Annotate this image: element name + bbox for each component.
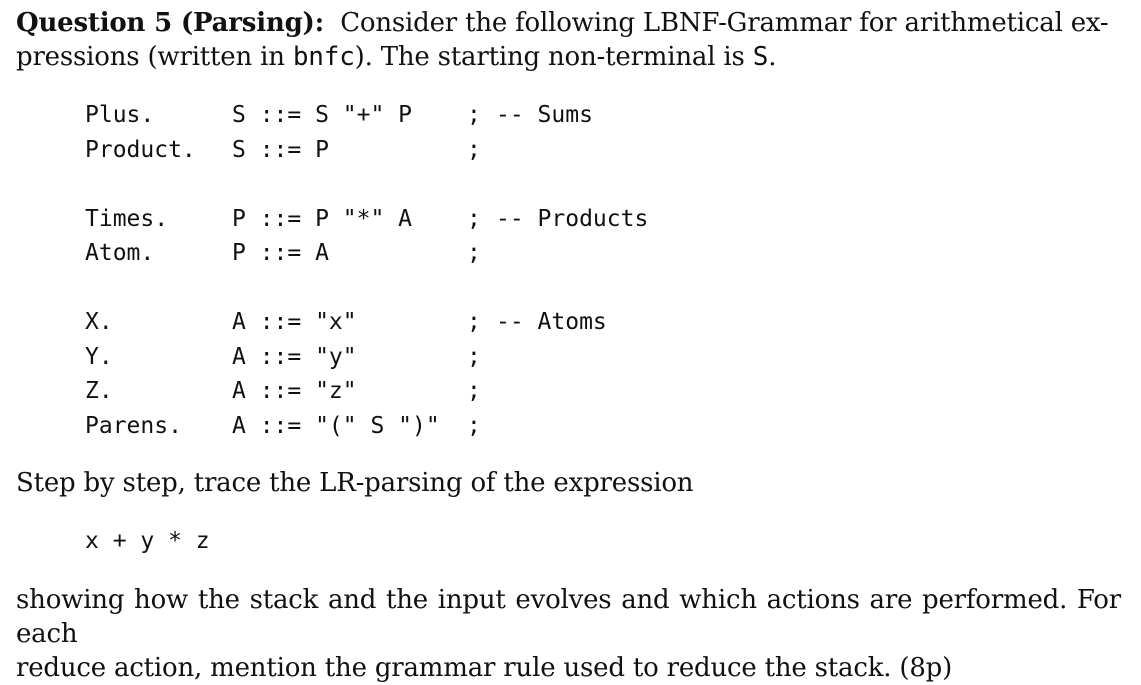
- intro-text-2c: .: [768, 42, 777, 72]
- rule-production: P ::= P "*" A: [232, 205, 413, 232]
- rule-label: Product.: [85, 136, 196, 163]
- bnfc-code: bnfc: [292, 42, 355, 72]
- closing-paragraph: [16, 583, 1121, 685]
- intro-text-2a: pressions (written in: [16, 42, 293, 72]
- rule-comment: -- Sums: [496, 102, 593, 128]
- rule-label: Y.: [85, 343, 113, 370]
- rule-label: Plus.: [85, 102, 155, 128]
- intro-line-1: [16, 6, 1121, 40]
- rule-production: A ::= "(" S ")": [232, 412, 440, 439]
- closing-line-2: reduce action, mention the grammar rule used to reduce the stack. (8p): [16, 653, 953, 683]
- rule-label: X.: [85, 309, 113, 335]
- rule-comment: -- Products: [496, 205, 649, 232]
- rule-terminator: ;: [467, 240, 481, 266]
- rule-production: A ::= "y": [232, 343, 357, 370]
- intro-text-1: Consider the following LBNF-Grammar for arithmetical ex-: [340, 8, 1109, 38]
- intro-line-2: [16, 40, 1121, 74]
- rule-terminator: ;: [467, 412, 481, 439]
- rule-terminator: ;: [467, 102, 481, 128]
- rule-production: S ::= P: [232, 136, 329, 163]
- rule-production: A ::= "z": [232, 378, 357, 404]
- rule-label: Parens.: [85, 412, 182, 439]
- instruction-text: Step by step, trace the LR-parsing of the expression: [16, 468, 694, 498]
- rule-terminator: ;: [467, 343, 481, 370]
- question-heading: Question 5 (Parsing):: [16, 8, 325, 38]
- start-symbol-code: S: [752, 42, 769, 72]
- rule-terminator: ;: [467, 136, 481, 163]
- rule-production: A ::= "x": [232, 309, 357, 335]
- question-intro: [16, 6, 1121, 74]
- rule-terminator: ;: [467, 378, 481, 404]
- expression-code: x + y * z: [85, 528, 210, 554]
- rule-label: Atom.: [85, 240, 155, 266]
- intro-text-2b: ). The starting non-terminal is: [354, 42, 753, 72]
- closing-line-1: showing how the stack and the input evolves and which actions are performed. For each: [16, 585, 1121, 649]
- rule-production: P ::= A: [232, 240, 329, 266]
- rule-terminator: ;: [467, 205, 481, 232]
- rule-comment: -- Atoms: [496, 309, 607, 335]
- rule-terminator: ;: [467, 309, 481, 335]
- rule-production: S ::= S "+" P: [232, 102, 413, 128]
- rule-label: Times.: [85, 205, 169, 232]
- rule-label: Z.: [85, 378, 113, 404]
